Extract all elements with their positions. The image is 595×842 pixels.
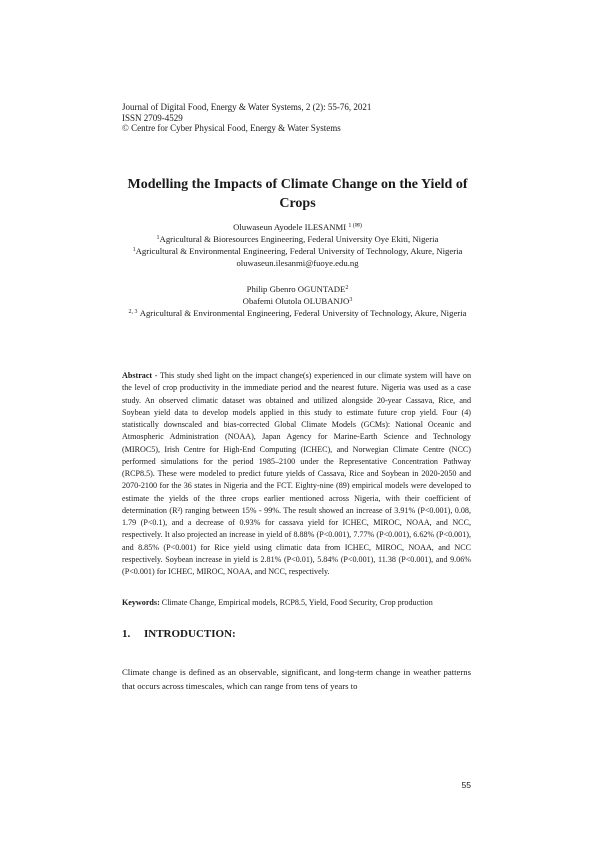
journal-header (122, 102, 482, 134)
author-email: oluwaseun.ilesanmi@fuoye.edu.ng (236, 258, 359, 268)
paper-title: Modelling the Impacts of Climate Change on the Yield of Crops (127, 177, 468, 211)
keywords (122, 597, 471, 608)
author-1-superscript: 1 (✉) (348, 223, 362, 229)
introduction-paragraph: Climate change is defined as an observable, significant, and long-term change in weather patterns that occurs across timescales, which can range from tens of years to (122, 667, 471, 691)
keywords-text: Climate Change, Empirical models, RCP8.5, Yield, Food Security, Crop production (159, 598, 433, 607)
author-name-3: Obafemi Olutola OLUBANJO$^3$ (242, 296, 353, 306)
journal-copyright: © Centre for Cyber Physical Food, Energy & Water Systems (122, 123, 341, 134)
page-number: 55 (461, 780, 471, 790)
affiliation-2: $^1$Agricultural & Environmental Engineering, Federal University of Technology, Akure, Nigeria (132, 246, 463, 256)
abstract-text: - This study shed light on the impact change(s) experienced in our climate system will have on the level of crop productivity in the immediate period and the nearest future. Nigeria was used as a case study. An observed climatic dataset was obtained and utilized alongside 20-year Cassava, Rice, and Soybean yield data to develop models applied in this study to estimate future crop yield. Four (4) statistically downscaled and bias-corrected Global Climate Models (GCMs): National Oceanic and Atmospheric Administration (NOAA), Japan Agency for Marine-Earth Science and Technology (MIROC5), Irish Centre for High-End Computing (ICHEC), and Norwegian Climate Centre (NCC) performed simulations for the period 1985–2100 under the Representative Concentration Pathway (RCP8.5). These were modeled to predict future yields of Cassava, Rice and Soybean in 2020-2050 and 2070-2100 for the 36 states in Nigeria and the FCT. Eighty-nine (89) empirical models were developed to estimate the yields of the three crops earlier mentioned across Nigeria, with their coefficient of determination (R²) ranging between 15% - 99%. The result showed an increase of 3.91% (P<0.001), 0.08, 1.79 (P<0.1), and a decrease of 0.93% for cassava yield for ICHEC, MIROC, NOAA, and NCC, respectively. It also projected an increase in yield of 8.88% (P<0.001), 7.77% (P<0.001), 6.62% (P<0.001), and 8.85% (P<0.001) for Rice yield using climatic data from ICHEC, MIROC, NOAA, and NCC respectively. Soybean increase in yield is 2.81% (P<0.01), 5.84% (P<0.001), 11.38 (P<0.001), and 9.06% (P<0.001) for ICHEC, MIROC, NOAA, and NCC, respectively. (122, 371, 471, 576)
affiliation-1: $^1$Agricultural & Bioresources Engineering, Federal University Oye Ekiti, Nigeria (156, 234, 439, 244)
author-name-1: Oluwaseun Ayodele ILESANMI $^{1 (✉)}$ (233, 222, 362, 232)
keywords-label: Keywords: (122, 598, 160, 607)
section-number: 1. (122, 628, 131, 640)
abstract-label: Abstract (122, 371, 153, 380)
affiliation-3: $^{2, 3}$ Agricultural & Environmental Engineering, Federal University of Technology, Akure, Nigeria (128, 308, 467, 318)
journal-issn: ISSN 2709-4529 (122, 112, 183, 123)
section-title: INTRODUCTION: (144, 628, 236, 640)
abstract (122, 370, 471, 578)
section-heading-introduction (122, 628, 236, 640)
author-block-1 (110, 221, 485, 269)
journal-citation: Journal of Digital Food, Energy & Water Systems, 2 (2): 55-76, 2021 (122, 102, 372, 112)
author-name-2: Philip Gbenro OGUNTADE$^2$ (246, 284, 349, 294)
author-block-2 (110, 283, 485, 319)
